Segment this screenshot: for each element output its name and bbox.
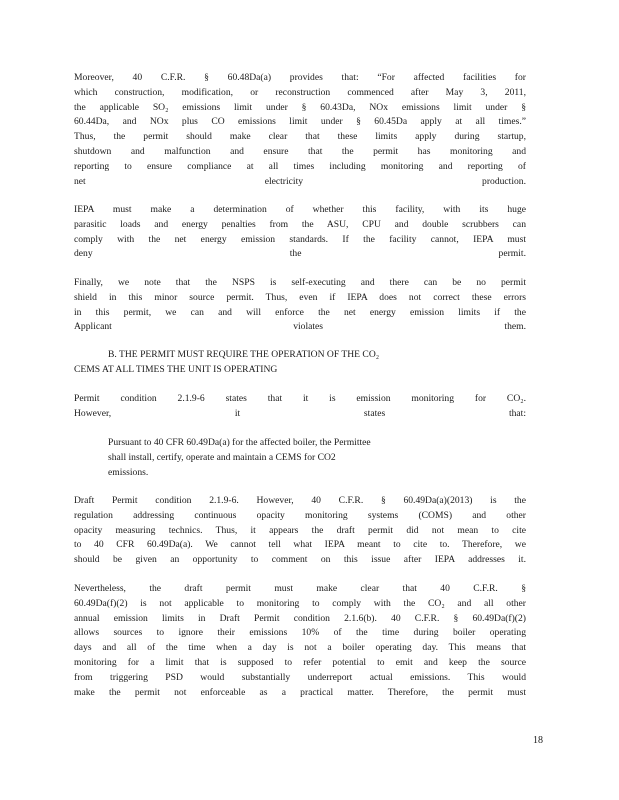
block-quote (108, 436, 444, 480)
text-line: IEPA must make a determination of whether this facility, with its huge (74, 204, 526, 215)
text-line: the applicable SO₂ emissions limit under § 60.43Da, NOx emissions limit under § (74, 101, 526, 113)
text-line: shield in this minor source permit. Thus, even if IEPA does not correct these errors (74, 291, 526, 303)
text-line: shutdown and malfunction and ensure that the permit has monitoring and (74, 145, 526, 157)
text-line: However, it states that: (74, 407, 526, 419)
heading-line: CEMS AT ALL TIMES THE UNIT IS OPERATING (74, 363, 278, 375)
text-line: reporting to ensure compliance at all times including monitoring and reporting of (74, 160, 526, 172)
text-line: to 40 CFR 60.49Da(a). We cannot tell what IEPA meant to cite to. Therefore, we (74, 539, 526, 551)
page-number: 18 (533, 735, 543, 746)
quote-line: Pursuant to 40 CFR 60.49Da(a) for the affected boiler, the Permittee (108, 437, 371, 448)
quote-line: shall install, certify, operate and maintain a CEMS for CO2 (108, 451, 336, 463)
text-line: deny the permit. (74, 248, 526, 260)
paragraph-condition-intro (74, 392, 526, 422)
text-line: monitoring for a limit that is supposed to refer potential to emit and keep the source (74, 656, 526, 668)
text-line: regulation addressing continuous opacity monitoring systems (COMS) and other (74, 509, 526, 521)
text-line: Draft Permit condition 2.1.9-6. However, 40 C.F.R. § 60.49Da(a)(2013) is the (74, 495, 526, 506)
text-line: net electricity production. (74, 175, 526, 187)
text-line: 60.44Da, and NOx plus CO emissions limit under § 60.45Da apply at all times.” (74, 116, 526, 128)
heading-line: B. THE PERMIT MUST REQUIRE THE OPERATION OF THE CO₂ (108, 349, 380, 360)
text-line: days and all of the time when a day is not a boiler operating day. This means that (74, 642, 526, 654)
text-line: Thus, the permit should make clear that these limits apply during startup, (74, 131, 526, 143)
text-line: parasitic loads and energy penalties from the ASU, CPU and double scrubbers can (74, 218, 526, 230)
section-heading-b (74, 348, 526, 378)
text-line: from triggering PSD would substantially underreport actual emissions. This would (74, 671, 526, 683)
text-line: in this permit, we can and will enforce the net energy emission limits if the (74, 306, 526, 318)
text-line: comply with the net energy emission standards. If the facility cannot, IEPA must (74, 233, 526, 245)
paragraph-nsps-at-all-times (74, 71, 526, 189)
text-line: should be given an opportunity to comment on this issue after IEPA addresses it. (74, 554, 526, 566)
text-line: Permit condition 2.1.9-6 states that it is emission monitoring for CO₂. (74, 393, 526, 404)
paragraph-draft-permit (74, 494, 526, 568)
text-line: allows sources to ignore their emissions 10% of the time during boiler operating (74, 627, 526, 639)
text-line: Finally, we note that the NSPS is self-executing and there can be no permit (74, 277, 526, 288)
text-line: make the permit not enforceable as a practical matter. Therefore, the permit must (74, 686, 526, 698)
text-line: 60.49Da(f)(2) is not applicable to monitoring to comply with the CO₂ and all other (74, 597, 526, 609)
text-line: annual emission limits in Draft Permit condition 2.1.6(b). 40 C.F.R. § 60.49Da(f)(2) (74, 612, 526, 624)
text-line: Moreover, 40 C.F.R. § 60.48Da(a) provides that: “For affected facilities for (74, 72, 526, 83)
text-line: Applicant violates them. (74, 321, 526, 333)
text-line: which construction, modification, or reconstruction commenced after May 3, 2011, (74, 86, 526, 98)
text-line: Nevertheless, the draft permit must make clear that 40 C.F.R. § (74, 583, 526, 594)
quote-line: emissions. (108, 466, 149, 478)
text-line: opacity measuring technics. Thus, it appears the draft permit did not mean to cite (74, 524, 526, 536)
paragraph-nevertheless (74, 582, 526, 700)
paragraph-self-executing (74, 276, 526, 335)
paragraph-iepa-determination (74, 203, 526, 262)
